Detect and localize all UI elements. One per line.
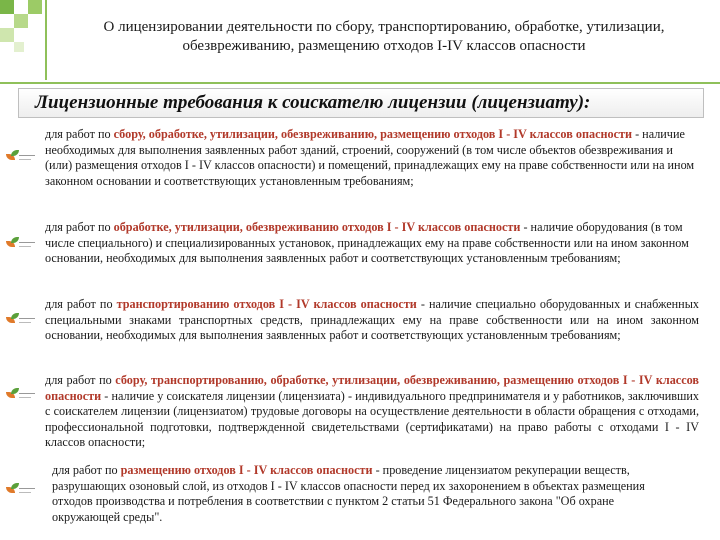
slide-title-line1: О лицензировании деятельности по сбору, транспортированию, обработке, утилизации, bbox=[103, 19, 665, 35]
section-banner: Лицензионные требования к соискателю лицензии (лицензиату): bbox=[18, 88, 704, 118]
slide-title bbox=[48, 18, 720, 56]
decor-square bbox=[28, 0, 42, 14]
green-leaf-bullet-icon bbox=[6, 150, 36, 164]
green-leaf-bullet-icon bbox=[6, 313, 36, 327]
requirement-item: для работ по обработке, утилизации, обезвреживанию отходов I - IV классов опасности - наличие оборудования (в том числе специального) и специализированных установок, принадлежащих ему на праве собственности или на ином законном основании, необходимых для выполнения заявленных работ и соответствующих установленным требованиям; bbox=[45, 220, 689, 266]
divider bbox=[0, 82, 720, 84]
requirement-item: для работ по сбору, транспортированию, обработке, утилизации, обезвреживанию, размещению отходов I - IV классов опасности - наличие у соискателя лицензии (лицензиата) - индивидуального предпринимателя и у работников, заключивших с соискателем лицензии (лицензиатом) трудовые договоры на осуществление деятельности в области обращения с отходами, профессиональной подготовки, подтвержденной свидетельствами (сертификатами) на право работы с отходами I - IV классов опасности; bbox=[45, 373, 699, 450]
decor-square bbox=[0, 0, 14, 14]
green-leaf-bullet-icon bbox=[6, 483, 36, 497]
requirement-item: для работ по размещению отходов I - IV классов опасности - проведение лицензиатом рекуперации веществ, разрушающих озоновый слой, из отходов I - IV классов опасности перед их захоронением в объектах размещения отходов производства и потребления в соответствии с пунктом 2 статьи 51 Федерального закона "Об охране окружающей среды". bbox=[52, 463, 645, 524]
requirement-highlight: размещению отходов I - IV классов опасности bbox=[120, 463, 373, 477]
requirement-highlight: обработке, утилизации, обезвреживанию отходов I - IV классов опасности bbox=[113, 220, 521, 234]
requirement-item: для работ по сбору, обработке, утилизации, обезвреживанию, размещению отходов I - IV классов опасности - наличие необходимых для выполнения заявленных работ зданий, строений, сооружений (в том числе объектов обезвреживания и (или) размещения отходов I - IV классов опасности) и помещений, принадлежащих ему на праве собственности или на ином законном основании и соответствующих установленным требованиям; bbox=[45, 127, 695, 188]
decor-square bbox=[14, 14, 28, 28]
requirement-highlight: сбору, транспортированию, обработке, утилизации, обезвреживанию, размещению отходов I - IV классов опасности bbox=[45, 373, 699, 403]
requirement-highlight: транспортированию отходов I - IV классов опасности bbox=[116, 297, 417, 311]
decor-square bbox=[0, 28, 14, 42]
slide-title-line2: обезвреживанию, размещению отходов I-IV классов опасности bbox=[182, 38, 586, 54]
green-leaf-bullet-icon bbox=[6, 237, 36, 251]
green-leaf-bullet-icon bbox=[6, 388, 36, 402]
decor-square bbox=[14, 42, 24, 52]
decor-vertical-line bbox=[45, 0, 47, 80]
requirement-highlight: сбору, обработке, утилизации, обезвреживанию, размещению отходов I - IV классов опасности bbox=[113, 127, 633, 141]
requirement-item: для работ по транспортированию отходов I - IV классов опасности - наличие специально оборудованных и снабженных специальными знаками транспортных средств, принадлежащих ему на праве собственности или на ином законном основании, необходимых для выполнения заявленных работ и соответствующих установленным требованиям; bbox=[45, 297, 699, 343]
